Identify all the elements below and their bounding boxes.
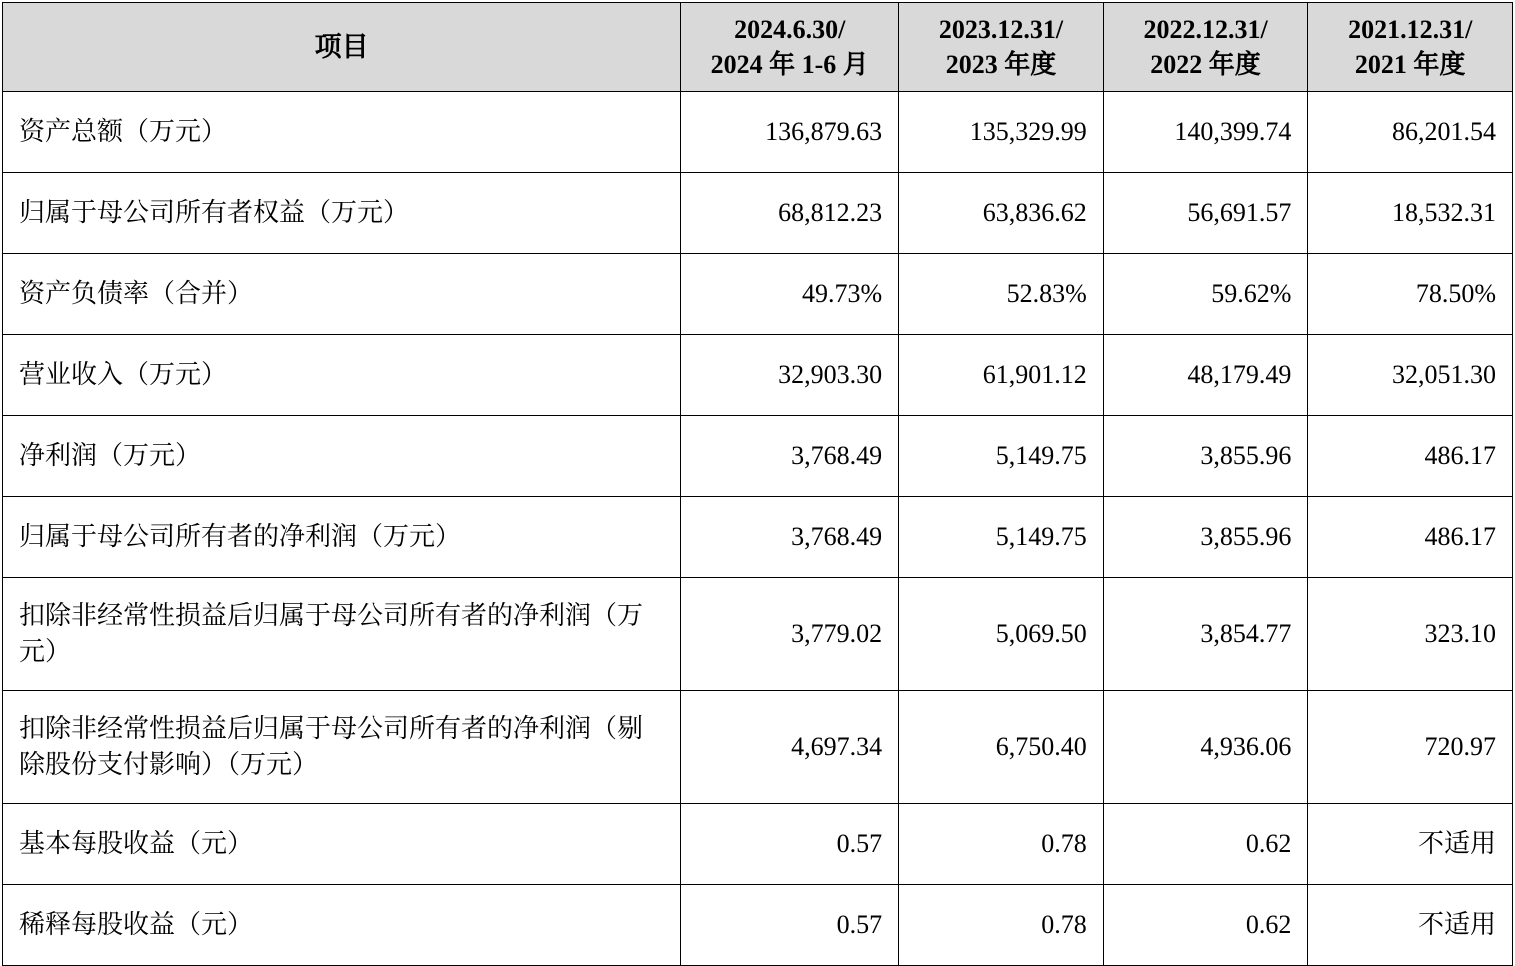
table-row <box>3 335 1513 416</box>
column-header-period-1-line1: 2023.12.31/ <box>938 14 1064 44</box>
row-label: 扣除非经常性损益后归属于母公司所有者的净利润（万元） <box>3 578 681 691</box>
table-row <box>3 578 1513 691</box>
column-header-period-0-line2: 2024 年 1-6 月 <box>710 50 869 79</box>
row-value: 63,836.62 <box>899 173 1104 254</box>
column-header-item <box>3 3 681 92</box>
row-label: 基本每股收益（元） <box>3 804 681 885</box>
row-value: 0.57 <box>681 804 899 885</box>
table-row <box>3 885 1513 966</box>
row-value: 323.10 <box>1308 578 1513 691</box>
financial-summary-table <box>2 2 1513 966</box>
column-header-period-0 <box>681 3 899 92</box>
row-value: 86,201.54 <box>1308 92 1513 173</box>
row-value: 49.73% <box>681 254 899 335</box>
table-row <box>3 254 1513 335</box>
row-value: 486.17 <box>1308 497 1513 578</box>
row-value: 61,901.12 <box>899 335 1104 416</box>
row-value: 0.78 <box>899 885 1104 966</box>
row-value: 5,149.75 <box>899 497 1104 578</box>
column-header-period-2 <box>1103 3 1308 92</box>
column-header-period-3-line1: 2021.12.31/ <box>1348 14 1473 44</box>
row-value: 4,697.34 <box>681 691 899 804</box>
row-label: 资产总额（万元） <box>3 92 681 173</box>
row-label: 扣除非经常性损益后归属于母公司所有者的净利润（剔除股份支付影响）（万元） <box>3 691 681 804</box>
row-value: 3,779.02 <box>681 578 899 691</box>
header-row <box>3 3 1513 92</box>
row-value: 68,812.23 <box>681 173 899 254</box>
row-value: 32,051.30 <box>1308 335 1513 416</box>
row-value: 140,399.74 <box>1103 92 1308 173</box>
document-page <box>0 2 1515 939</box>
row-value: 不适用 <box>1308 885 1513 966</box>
row-label: 稀释每股收益（元） <box>3 885 681 966</box>
table-row <box>3 691 1513 804</box>
column-header-period-1-line2: 2023 年度 <box>945 50 1057 79</box>
row-value: 不适用 <box>1308 804 1513 885</box>
row-value: 52.83% <box>899 254 1104 335</box>
row-value: 4,936.06 <box>1103 691 1308 804</box>
row-value: 3,855.96 <box>1103 416 1308 497</box>
row-value: 56,691.57 <box>1103 173 1308 254</box>
row-label: 净利润（万元） <box>3 416 681 497</box>
row-value: 0.62 <box>1103 885 1308 966</box>
column-header-period-2-line1: 2022.12.31/ <box>1143 14 1268 44</box>
row-value: 0.78 <box>899 804 1104 885</box>
row-value: 136,879.63 <box>681 92 899 173</box>
row-value: 48,179.49 <box>1103 335 1308 416</box>
row-label: 营业收入（万元） <box>3 335 681 416</box>
row-label: 资产负债率（合并） <box>3 254 681 335</box>
row-value: 5,069.50 <box>899 578 1104 691</box>
row-value: 59.62% <box>1103 254 1308 335</box>
row-value: 3,854.77 <box>1103 578 1308 691</box>
row-value: 0.62 <box>1103 804 1308 885</box>
column-header-period-2-line2: 2022 年度 <box>1150 50 1261 79</box>
row-value: 3,768.49 <box>681 416 899 497</box>
column-header-period-3 <box>1308 3 1513 92</box>
table-row <box>3 804 1513 885</box>
table-row <box>3 92 1513 173</box>
row-value: 18,532.31 <box>1308 173 1513 254</box>
row-value: 5,149.75 <box>899 416 1104 497</box>
table-row <box>3 497 1513 578</box>
row-value: 32,903.30 <box>681 335 899 416</box>
table-row <box>3 416 1513 497</box>
column-header-period-1 <box>899 3 1104 92</box>
row-value: 0.57 <box>681 885 899 966</box>
row-value: 78.50% <box>1308 254 1513 335</box>
column-header-period-3-line2: 2021 年度 <box>1354 50 1466 79</box>
column-header-period-0-line1: 2024.6.30/ <box>734 14 846 44</box>
row-value: 6,750.40 <box>899 691 1104 804</box>
row-value: 720.97 <box>1308 691 1513 804</box>
row-value: 3,768.49 <box>681 497 899 578</box>
table-body <box>3 92 1513 966</box>
row-label: 归属于母公司所有者的净利润（万元） <box>3 497 681 578</box>
row-label: 归属于母公司所有者权益（万元） <box>3 173 681 254</box>
row-value: 486.17 <box>1308 416 1513 497</box>
column-header-item-label: 项目 <box>314 31 369 62</box>
row-value: 3,855.96 <box>1103 497 1308 578</box>
table-header <box>3 3 1513 92</box>
table-row <box>3 173 1513 254</box>
row-value: 135,329.99 <box>899 92 1104 173</box>
